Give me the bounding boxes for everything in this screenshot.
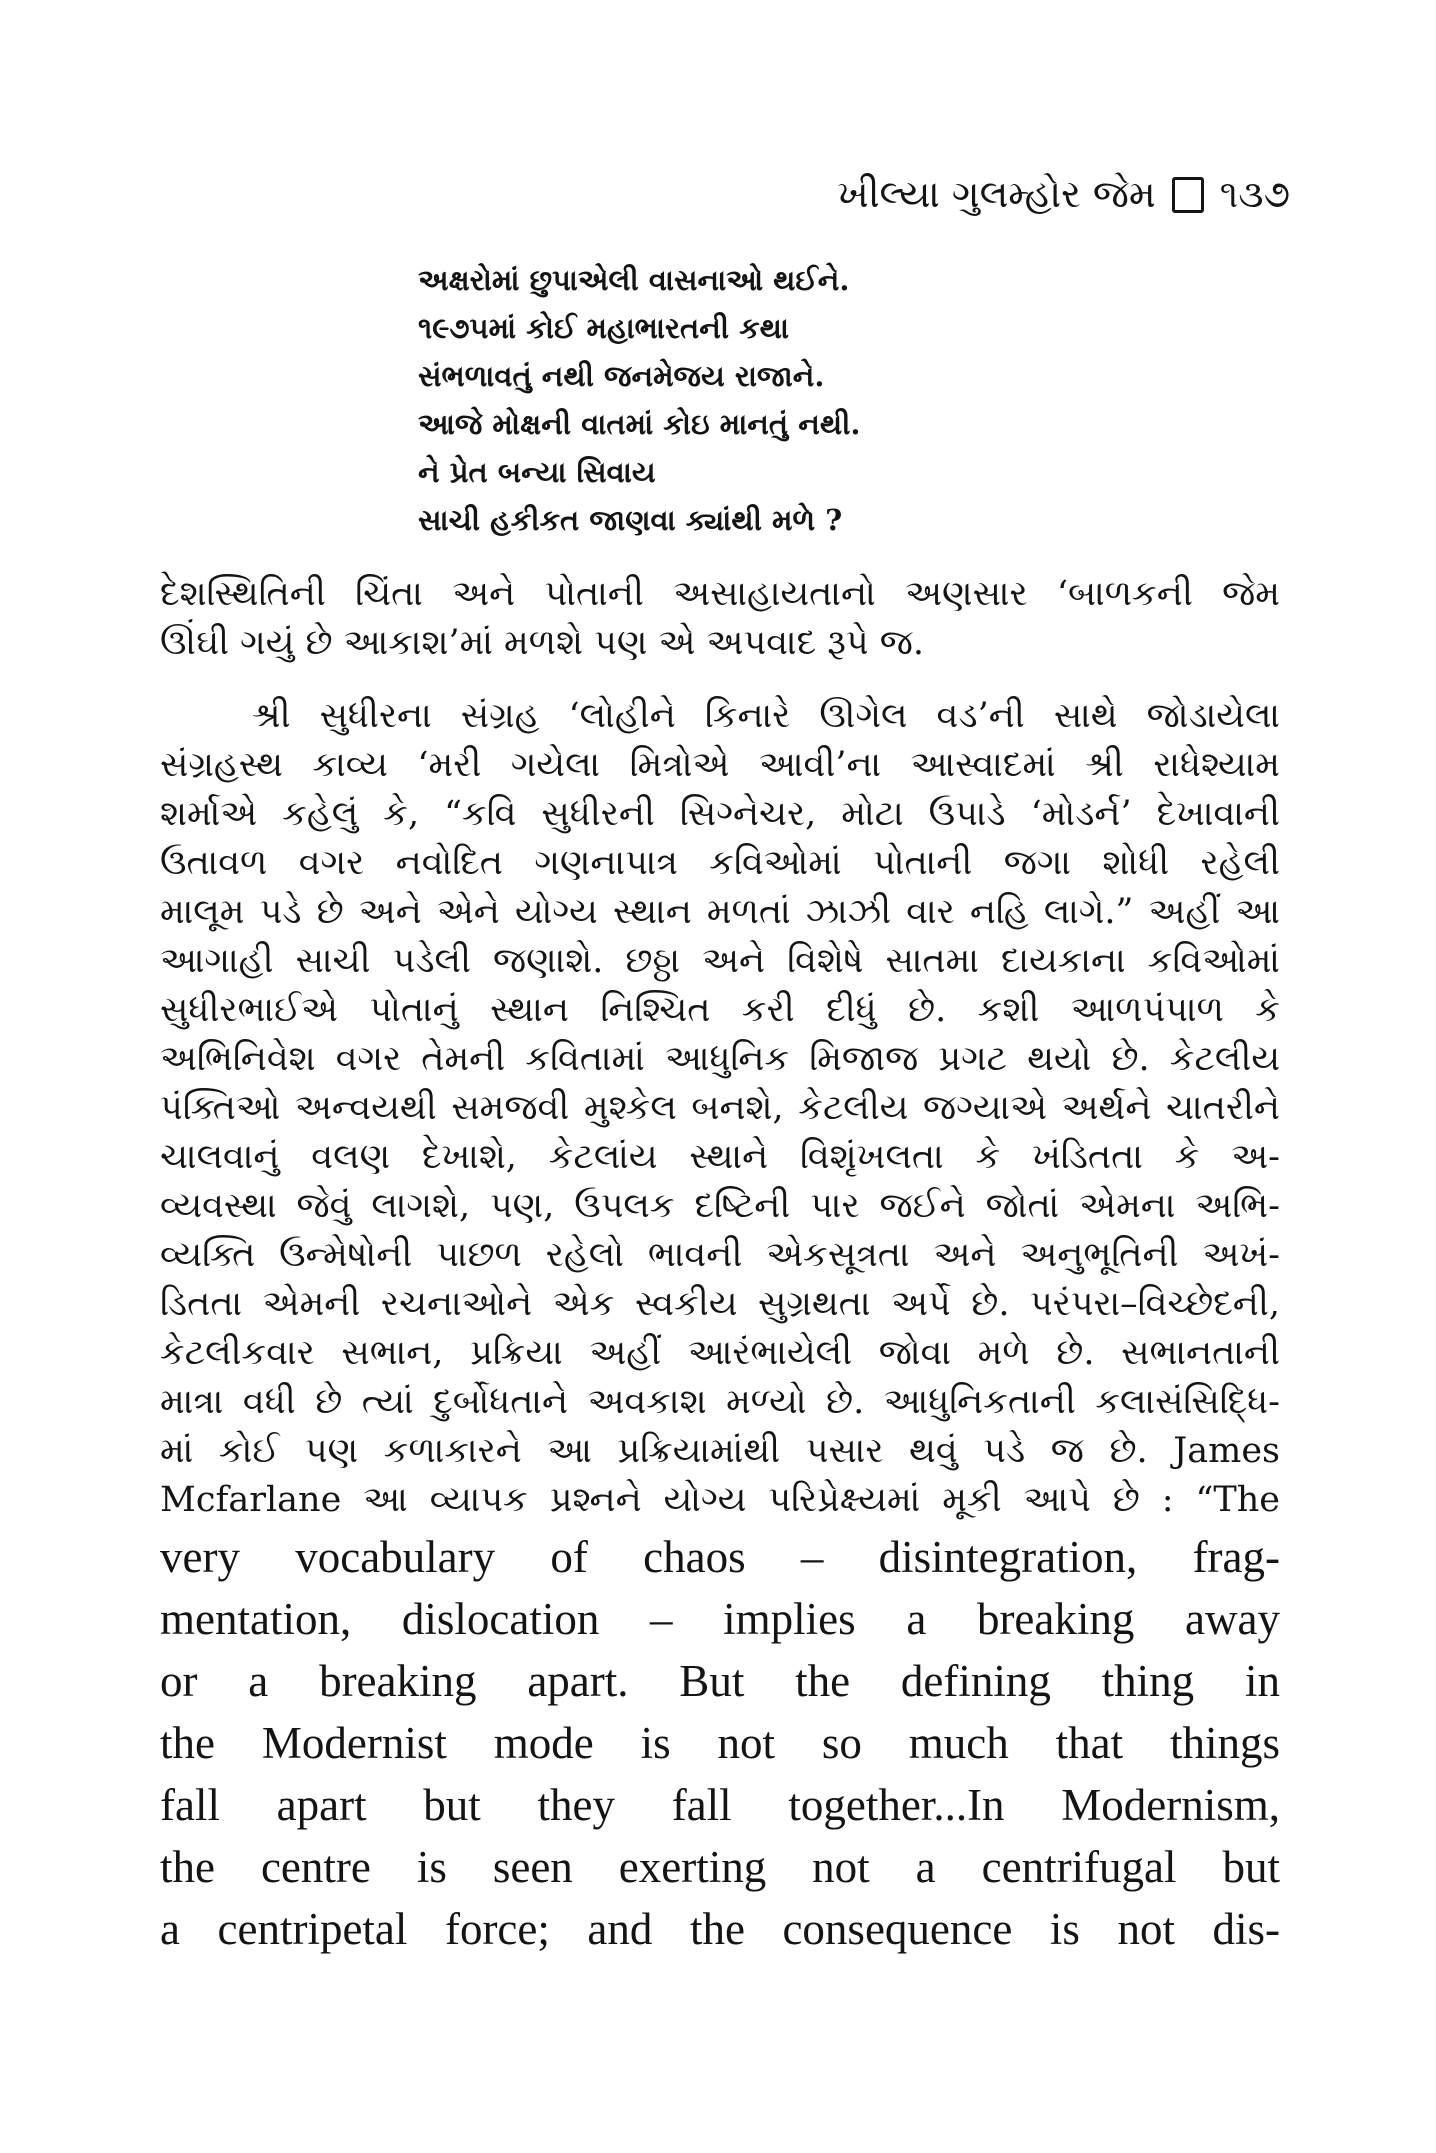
text-line: માત્રા વધી છે ત્યાં દુર્બોધતાને અવકાશ મળ્યો છે. આધુનિકતાની કલાસંસિદ્ધિ-	[160, 1382, 1280, 1422]
text-line: સંગ્રહસ્થ કાવ્ય ‘મરી ગયેલા મિત્રોએ આવી’ના આસ્વાદમાં શ્રી રાધેશ્યામ	[160, 745, 1280, 785]
text-line: Mcfarlane આ વ્યાપક પ્રશ્નને યોગ્ય પરિપ્રેક્ષ્યમાં મૂકી આપે છે : “The	[160, 1480, 1280, 1520]
text-line: માલૂમ પડે છે અને એને યોગ્ય સ્થાન મળતાં ઝાઝી વાર નહિ લાગે.” અહીં આ	[160, 892, 1280, 932]
poem-excerpt	[418, 256, 860, 544]
poem-line: સાચી હકીકત જાણવા ક્યાંથી મળે ?	[418, 503, 843, 537]
paragraph-2	[160, 692, 1280, 1525]
running-head	[837, 172, 1290, 217]
poem-line: અક્ષરોમાં છુપાએલી વાસનાઓ થઈને.	[418, 263, 850, 297]
poem-line: આજે મોક્ષની વાતમાં કોઇ માનતું નથી.	[418, 407, 861, 441]
text-line: દેશસ્થિતિની ચિંતા અને પોતાની અસાહાયતાનો અણસાર ‘બાળકની જેમ	[160, 574, 1280, 614]
text-line: ઉતાવળ વગર નવોદિત ગણનાપાત્ર કવિઓમાં પોતાની જગા શોધી રહેલી	[160, 843, 1280, 883]
quote-line: very vocabulary of chaos – disintegration, frag-	[160, 1532, 1280, 1582]
page-number: ૧૩૭	[1219, 172, 1290, 216]
text-line: વ્યવસ્થા જેવું લાગશે, પણ, ઉપલક દષ્ટિની પાર જઈને જોતાં એમના અભિ-	[160, 1186, 1280, 1226]
text-line: સુધીરભાઈએ પોતાનું સ્થાન નિશ્ચિત કરી દીધું છે. કશી આળપંપાળ કે	[160, 990, 1280, 1030]
quote-line: the Modernist mode is not so much that things	[160, 1718, 1280, 1768]
text-line: ડિતતા એમની રચનાઓને એક સ્વકીય સુગ્રથતા અર્પે છે. પરંપરા–વિચ્છેદની,	[160, 1284, 1280, 1324]
text-line: શ્રી સુધીરના સંગ્રહ ‘લોહીને કિનારે ઊગેલ વડ’ની સાથે જોડાયેલા	[252, 696, 1280, 736]
quote-line: or a breaking apart. But the defining thing in	[160, 1656, 1280, 1706]
text-line: પંક્તિઓ અન્વયથી સમજવી મુશ્કેલ બનશે, કેટલીય જગ્યાએ અર્થને ચાતરીને	[160, 1088, 1280, 1128]
poem-line: ને પ્રેત બન્યા સિવાય	[418, 455, 656, 489]
text-line: ઊંઘી ગયું છે આકાશ’માં મળશે પણ એ અપવાદ રૂપે જ.	[160, 623, 924, 663]
running-head-title: ખીલ્યા ગુલમ્હોર જેમ	[837, 172, 1156, 216]
text-line: આગાહી સાચી પડેલી જણાશે. છઠ્ઠા અને વિશેષે સાતમા દાયકાના કવિઓમાં	[160, 941, 1280, 981]
quote-line: the centre is seen exerting not a centrifugal but	[160, 1842, 1280, 1892]
quote-line: a centripetal force; and the consequence is not dis-	[160, 1904, 1280, 1954]
text-line: કેટલીકવાર સભાન, પ્રક્રિયા અહીં આરંભાયેલી જોવા મળે છે. સભાનતાની	[160, 1333, 1280, 1373]
quote-line: fall apart but they fall together...In Modernism,	[160, 1780, 1280, 1830]
english-quotation	[160, 1526, 1280, 1960]
poem-line: સંભળાવતું નથી જનમેજય રાજાને.	[418, 359, 825, 393]
text-line: માં કોઈ પણ કળાકારને આ પ્રક્રિયામાંથી પસાર થવું પડે જ છે. James	[160, 1431, 1280, 1471]
page-ornament-box	[1172, 177, 1204, 213]
quote-line: mentation, dislocation – implies a breaking away	[160, 1594, 1280, 1644]
paragraph-1	[160, 570, 1280, 668]
poem-line: ૧૯૭૫માં કોઈ મહાભારતની કથા	[418, 311, 790, 345]
text-line: વ્યક્તિ ઉન્મેષોની પાછળ રહેલો ભાવની એકસૂત્રતા અને અનુભૂતિની અખં-	[160, 1235, 1280, 1275]
text-line: અભિનિવેશ વગર તેમની કવિતામાં આધુનિક મિજાજ પ્રગટ થયો છે. કેટલીય	[160, 1039, 1280, 1079]
text-line: શર્માએ કહેલું કે, “કવિ સુધીરની સિગ્નેચર, મોટા ઉપાડે ‘મોડર્ન’ દેખાવાની	[160, 794, 1280, 834]
text-line: ચાલવાનું વલણ દેખાશે, કેટલાંય સ્થાને વિશૃંખલતા કે ખંડિતતા કે અ-	[160, 1137, 1280, 1177]
